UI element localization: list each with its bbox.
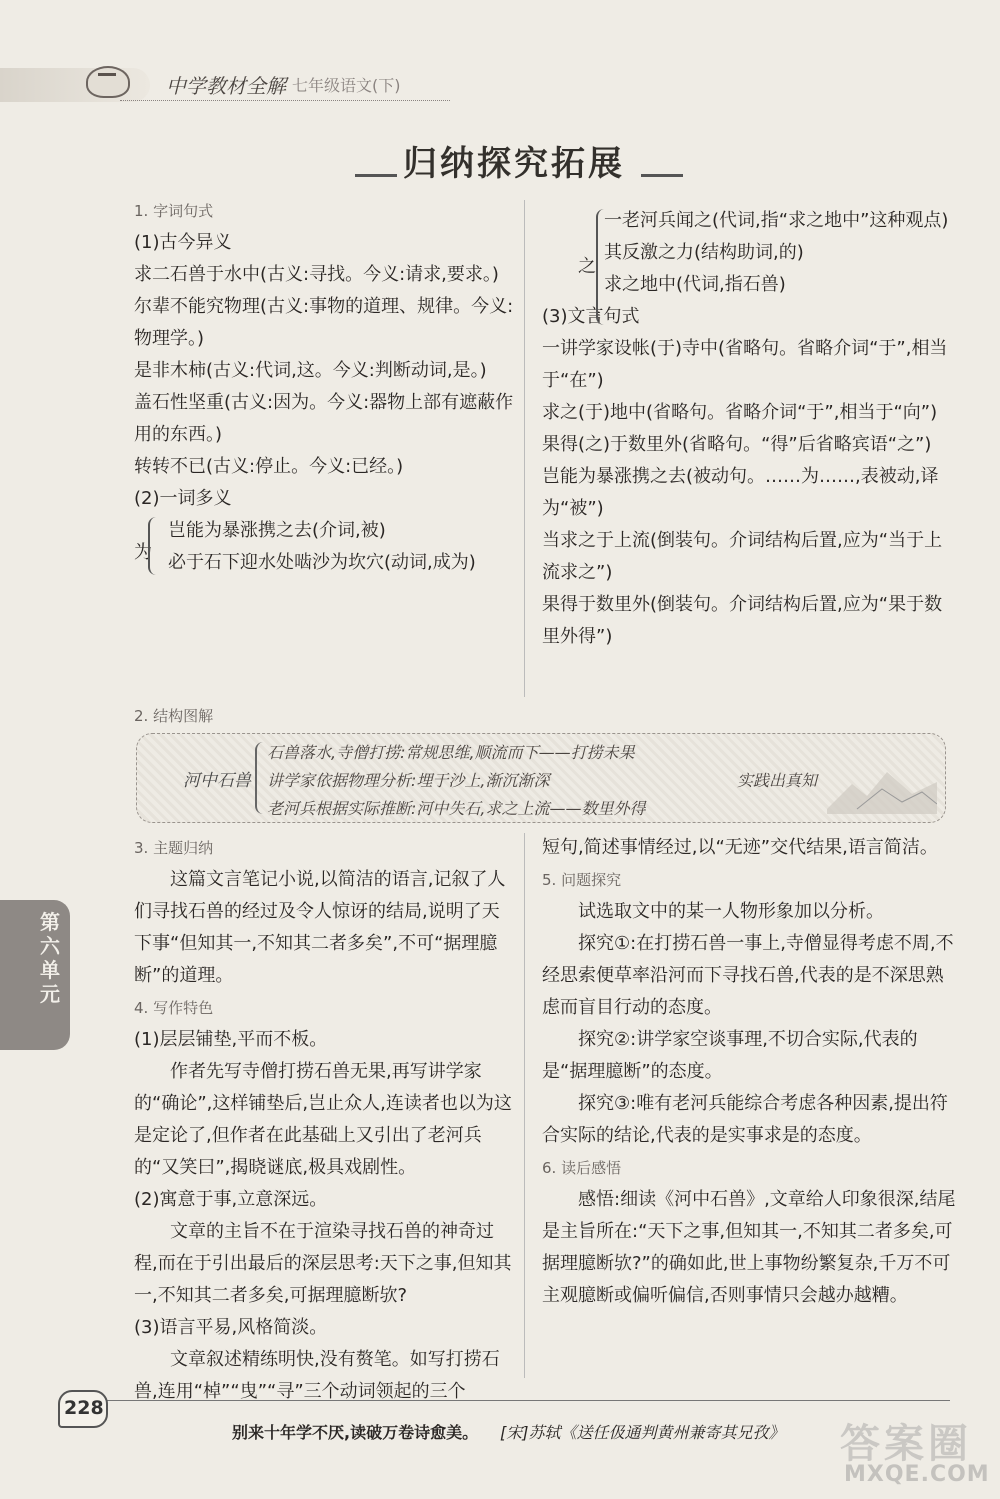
inquiry-answer-3 [542,1088,960,1152]
feature-2-heading: (2)寓意于事,立意深远。 [134,1189,328,1210]
footer-divider [100,1400,950,1401]
footer-quote: 别来十年学不厌,读破万卷诗愈美。 [232,1423,479,1442]
inquiry-label-2: 探究② [578,1029,631,1050]
feature-1-heading: (1)层层铺垫,平而不板。 [134,1029,328,1050]
inquiry-label-3: 探究③ [578,1093,631,1114]
column-divider-top [524,200,525,697]
heading-writing-features: 4. 写作特色 [134,999,214,1017]
watermark-url: MXQE.COM [844,1462,990,1487]
grade-label: 七年级语文(下) [292,76,401,95]
inquiry-answer-1 [542,928,960,1024]
subheading-ancient-modern: (1)古今异义 [134,232,232,253]
brace-icon [148,517,160,575]
zhi-meaning-3: 求之地中(代词,指石兽) [604,274,786,295]
diagram-branch-2: 讲学家依据物理分析:埋于沙上,渐沉渐深 [267,771,550,790]
example-4: 盖石性坚重(古义:因为。今义:器物上部有遮蔽作用的东西。) [134,392,514,445]
inquiry-answer-2 [542,1024,960,1088]
watermark-logo: 答案圈 [840,1421,972,1467]
header-divider [120,100,450,101]
subheading-polysemy: (2)一词多义 [134,488,232,509]
footer-quote-source: [宋]苏轼《送任伋通判黄州兼寄其兄孜》 [500,1423,785,1442]
page-header [0,60,1000,110]
reflection-label: 感悟 [578,1189,614,1210]
theme-paragraph: 这篇文言笔记小说,以简洁的语言,记叙了人们寻找石兽的经过及令人惊讶的结局,说明了天下事“但知其一,不知其二者多矣”,不可“据理臆断”的道理。 [134,869,506,986]
site-watermark [830,1412,1000,1492]
example-2: 尔辈不能究物理(古义:事物的道理、规律。今义:物理学。) [134,296,514,349]
inquiry-text-2: :讲学家空谈事理,不切合实际,代表的是“据理臆断”的态度。 [542,1029,918,1082]
inquiry-text-1: :在打捞石兽一事上,寺僧显得考虑不周,不经思索便草率沿河而下寻找石兽,代表的是不深思熟虑而盲目行动的态度。 [542,933,954,1018]
left-column-top [134,195,516,579]
zhi-meaning-2: 其反激之力(结构助词,的) [604,242,804,263]
pattern-5: 当求之于上流(倒装句。介词结构后置,应为“当于上流求之”) [542,530,943,583]
pattern-2: 求之(于)地中(省略句。省略介词“于”,相当于“向”) [542,402,938,423]
reflection-text: :细读《河中石兽》,文章给人印象很深,结尾是主旨所在:“天下之事,但知其一,不知其二者多矣,可据理臆断欤?”的确如此,世上事物纷繁复杂,千万不可主观臆断或偏听偏信,否则事情只会越办越糟。 [542,1189,956,1306]
diagram-conclusion: 实践出真知 [737,771,818,790]
brace-label-wei: 为 [134,542,152,563]
diagram-branch-3: 老河兵根据实际推断:河中失石,求之上流——数里外得 [267,799,646,818]
book-logo-icon [86,66,130,98]
diagram-branch-1: 石兽落水,寺僧打捞:常规思维,顺流而下——打捞未果 [267,743,635,762]
heading-words-sentences: 1. 字词句式 [134,202,214,220]
zhi-meaning-1: 一老河兵闻之(代词,指“求之地中”这种观点) [604,210,949,231]
feature-3-text: 文章叙述精练明快,没有赘笔。如写打捞石兽,连用“棹”“曳”“寻”三个动词领起的三个 [134,1349,500,1402]
polysemy-zhi [542,205,960,301]
pattern-6: 果得于数里外(倒装句。介词结构后置,应为“果于数里外得”) [542,594,943,647]
unit-label: 第六单元 [40,910,60,1006]
unit-side-tab [0,900,70,1050]
brace-label-zhi: 之 [578,256,596,277]
mountain-illustration-icon [827,764,937,814]
pattern-1: 一讲学家设帐(于)寺中(省略句。省略介词“于”,相当于“在”) [542,338,948,391]
polysemy-wei [134,515,516,579]
right-column-top [542,205,960,653]
title-rule-right [641,174,683,177]
brace-icon [596,209,606,325]
wei-meaning-2: 必于石下迎水处啮沙为坎穴(动词,成为) [168,552,476,573]
brace-icon [255,742,265,814]
example-1: 求二石兽于水中(古义:寻找。今义:请求,要求。) [134,264,499,285]
heading-reflection: 6. 读后感悟 [542,1159,622,1177]
heading-theme: 3. 主题归纳 [134,839,214,857]
example-5: 转转不已(古义:停止。今义:已经。) [134,456,404,477]
heading-structure-diagram: 2. 结构图解 [134,707,214,725]
inquiry-label-1: 探究① [578,933,631,954]
wei-meaning-1: 岂能为暴涨携之去(介词,被) [168,520,386,541]
feature-3-continued: 短句,简述事情经过,以“无迹”交代结果,语言简洁。 [542,837,938,858]
reflection-paragraph [542,1184,960,1312]
subheading-sentence-patterns: (3)文言句式 [542,306,640,327]
feature-3-heading: (3)语言平易,风格简淡。 [134,1317,328,1338]
book-title: 中学教材全解 [166,74,286,98]
right-column-bottom [542,832,960,1312]
heading-inquiry: 5. 问题探究 [542,871,622,889]
structure-diagram [136,733,946,823]
inquiry-text-3: :唯有老河兵能综合考虑各种因素,提出符合实际的结论,代表的是实事求是的态度。 [542,1093,948,1146]
page-number-badge [58,1390,108,1428]
example-3: 是非木柿(古义:代词,这。今义:判断动词,是。) [134,360,487,381]
feature-2-text: 文章的主旨不在于渲染寻找石兽的神奇过程,而在于引出最后的深层思考:天下之事,但知其一,不知其二者多矣,可据理臆断欤? [134,1221,512,1306]
page-number: 228 [64,1397,104,1419]
feature-1-text: 作者先写寺僧打捞石兽无果,再写讲学家的“确论”,这样铺垫后,岂止众人,连读者也以为这是定论了,但作者在此基础上又引出了老河兵的“又笑曰”,揭晓谜底,极具戏剧性。 [134,1061,512,1178]
section-title: 归纳探究拓展 [403,144,625,184]
inquiry-question: 试选取文中的某一人物形象加以分析。 [578,901,884,922]
left-column-bottom [134,832,516,1408]
column-divider-bottom [524,833,525,1378]
section-title-block [355,136,685,186]
diagram-root: 河中石兽 [183,771,251,791]
pattern-4: 岂能为暴涨携之去(被动句。……为……,表被动,译为“被”) [542,466,939,519]
pattern-3: 果得(之)于数里外(省略句。“得”后省略宾语“之”) [542,434,932,455]
title-rule-left [355,174,397,177]
